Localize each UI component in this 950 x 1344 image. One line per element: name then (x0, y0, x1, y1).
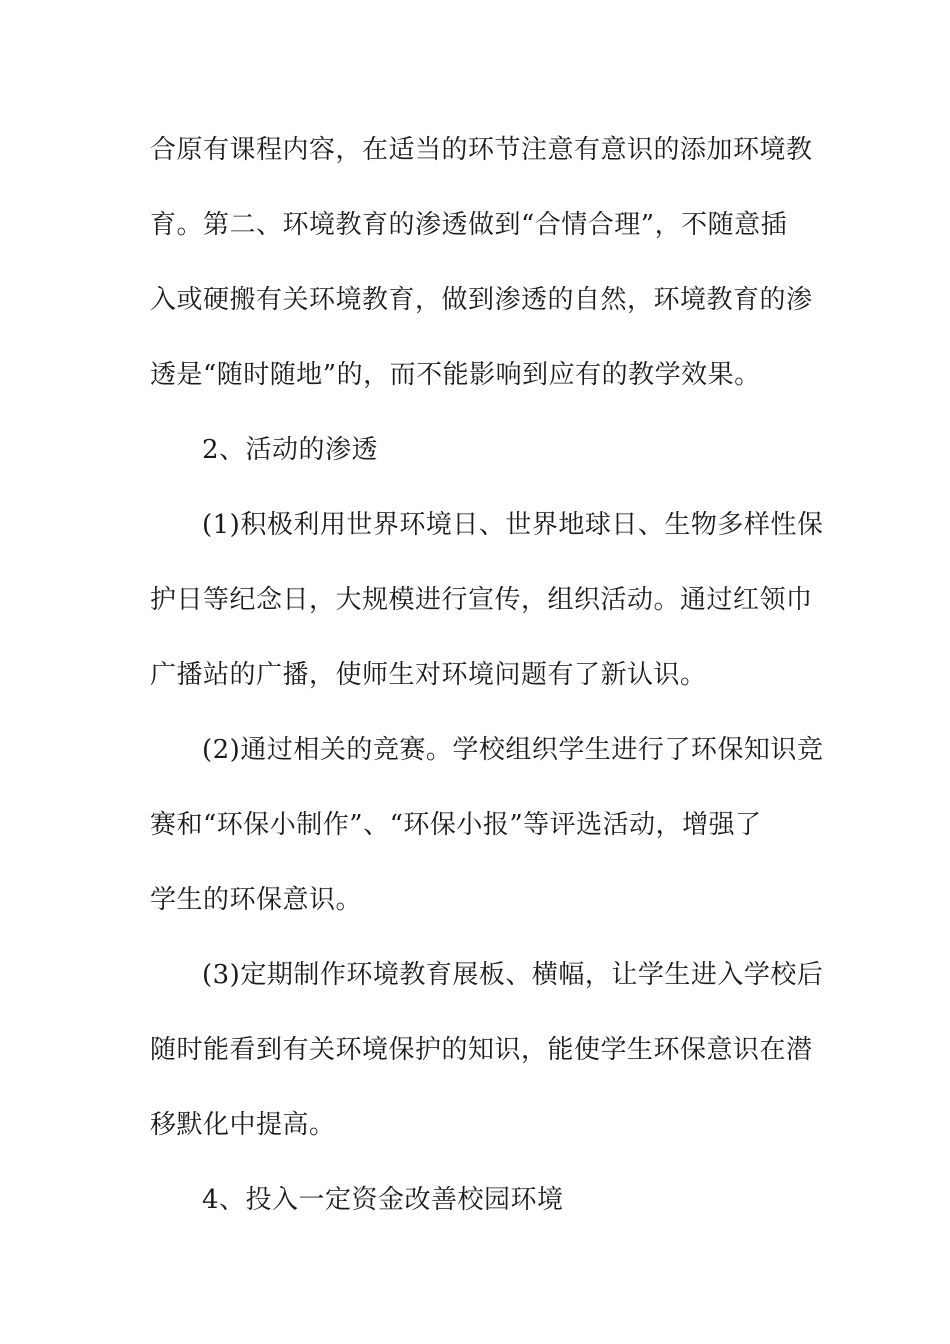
paragraph-line: (1)积极利用世界环境日、世界地球日、生物多样性保 (202, 510, 824, 540)
section-heading: 4、投入一定资金改善校园环境 (202, 1185, 564, 1215)
paragraph-line: 透是“随时随地”的，而不能影响到应有的教学效果。 (150, 360, 761, 390)
section-heading: 2、活动的渗透 (202, 435, 379, 465)
paragraph-line: 护日等纪念日，大规模进行宣传，组织活动。通过红领巾 (150, 585, 813, 615)
paragraph-line: 合原有课程内容，在适当的环节注意有意识的添加环境教 (150, 135, 813, 165)
paragraph-line: 育。第二、环境教育的渗透做到“合情合理”，不随意插 (150, 210, 788, 240)
paragraph-line: 学生的环保意识。 (150, 885, 363, 915)
paragraph-line: 赛和“环保小制作”、“环保小报”等评选活动，增强了 (150, 810, 762, 840)
paragraph-line: (3)定期制作环境教育展板、横幅，让学生进入学校后 (202, 960, 824, 990)
paragraph-line: 随时能看到有关环境保护的知识，能使学生环保意识在潜 (150, 1035, 813, 1065)
paragraph-line: 入或硬搬有关环境教育，做到渗透的自然，环境教育的渗 (150, 285, 813, 315)
paragraph-line: 广播站的广播，使师生对环境问题有了新认识。 (150, 660, 707, 690)
paragraph-line: (2)通过相关的竞赛。学校组织学生进行了环保知识竞 (202, 735, 824, 765)
paragraph-line: 移默化中提高。 (150, 1110, 336, 1140)
